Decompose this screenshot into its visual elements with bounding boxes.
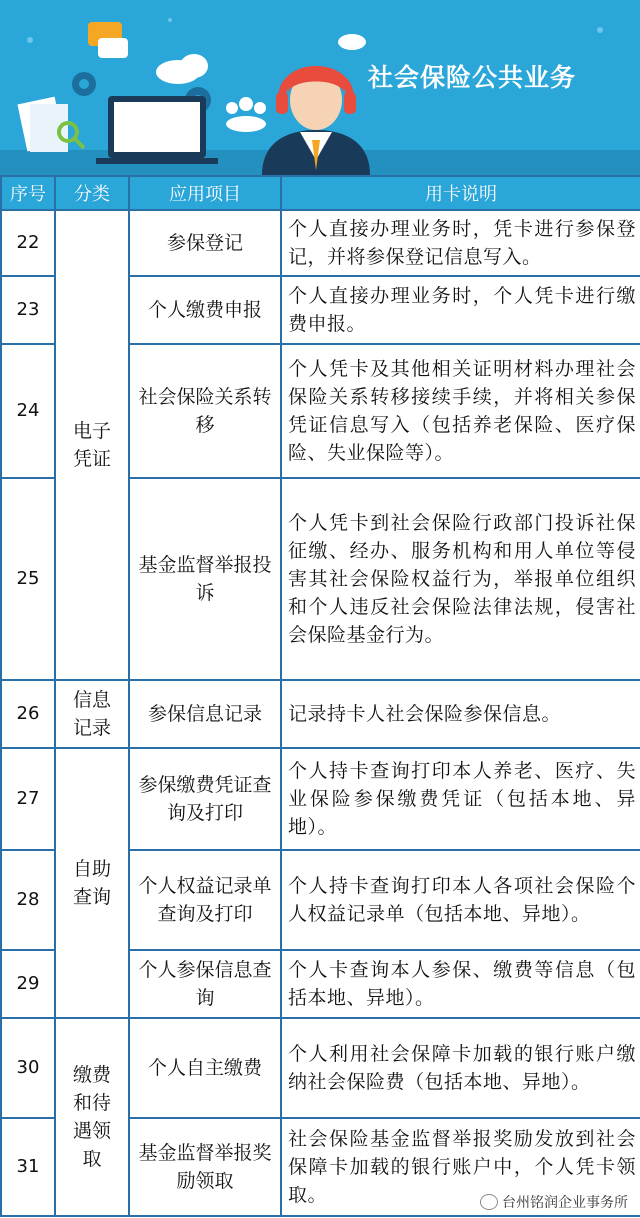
banner-title: 社会保险公共业务 (368, 63, 577, 92)
item-cell: 基金监督举报投诉 (129, 478, 281, 680)
description-cell: 个人凭卡到社会保险行政部门投诉社保征缴、经办、服务机构和用人单位等侵害其社会保险权益行为，举报单位组织和个人违反社会保险法律法规，侵害社会保险基金行为。 (281, 478, 640, 680)
item-cell: 参保缴费凭证查询及打印 (129, 748, 281, 850)
item-cell: 个人权益记录单查询及打印 (129, 850, 281, 950)
item-cell: 个人缴费申报 (129, 276, 281, 344)
business-table (0, 175, 640, 1217)
header-category: 分类 (55, 176, 129, 210)
item-cell: 参保信息记录 (129, 680, 281, 748)
item-cell: 个人参保信息查询 (129, 950, 281, 1018)
description-cell: 个人卡查询本人参保、缴费等信息（包括本地、异地）。 (281, 950, 640, 1018)
category-cell: 缴费和待遇领取 (55, 1018, 129, 1216)
row-number: 24 (1, 344, 55, 478)
row-number: 27 (1, 748, 55, 850)
item-cell: 基金监督举报奖励领取 (129, 1118, 281, 1216)
wechat-icon (480, 1194, 498, 1210)
table-row (1, 680, 640, 748)
row-number: 29 (1, 950, 55, 1018)
description-cell: 个人利用社会保障卡加载的银行账户缴纳社会保险费（包括本地、异地）。 (281, 1018, 640, 1118)
description-cell: 记录持卡人社会保险参保信息。 (281, 680, 640, 748)
category-cell: 自助查询 (55, 748, 129, 1018)
header-number: 序号 (1, 176, 55, 210)
row-number: 22 (1, 210, 55, 276)
banner (0, 0, 640, 175)
table-row (1, 210, 640, 276)
item-cell: 参保登记 (129, 210, 281, 276)
item-cell: 个人自主缴费 (129, 1018, 281, 1118)
row-number: 26 (1, 680, 55, 748)
table-row (1, 1018, 640, 1118)
table-header-row (1, 176, 640, 210)
row-number: 30 (1, 1018, 55, 1118)
row-number: 31 (1, 1118, 55, 1216)
header-item: 应用项目 (129, 176, 281, 210)
description-cell: 个人持卡查询打印本人各项社会保险个人权益记录单（包括本地、异地）。 (281, 850, 640, 950)
table-row (1, 748, 640, 850)
row-number: 28 (1, 850, 55, 950)
row-number: 23 (1, 276, 55, 344)
category-cell: 信息记录 (55, 680, 129, 748)
row-number: 25 (1, 478, 55, 680)
description-cell: 个人直接办理业务时，凭卡进行参保登记，并将参保登记信息写入。 (281, 210, 640, 276)
description-cell: 社会保险基金监督举报奖励发放到社会保障卡加载的银行账户中，个人凭卡领取。 (281, 1118, 640, 1216)
category-cell: 电子凭证 (55, 210, 129, 680)
description-cell: 个人持卡查询打印本人养老、医疗、失业保险参保缴费凭证（包括本地、异地）。 (281, 748, 640, 850)
header-description: 用卡说明 (281, 176, 640, 210)
item-cell: 社会保险关系转移 (129, 344, 281, 478)
watermark-text: 台州铭润企业事务所 (502, 1195, 628, 1211)
description-cell: 个人凭卡及其他相关证明材料办理社会保险关系转移接续手续，并将相关参保凭证信息写入（包括养老保险、医疗保险、失业保险等）。 (281, 344, 640, 478)
description-cell: 个人直接办理业务时，个人凭卡进行缴费申报。 (281, 276, 640, 344)
watermark (480, 1192, 628, 1212)
